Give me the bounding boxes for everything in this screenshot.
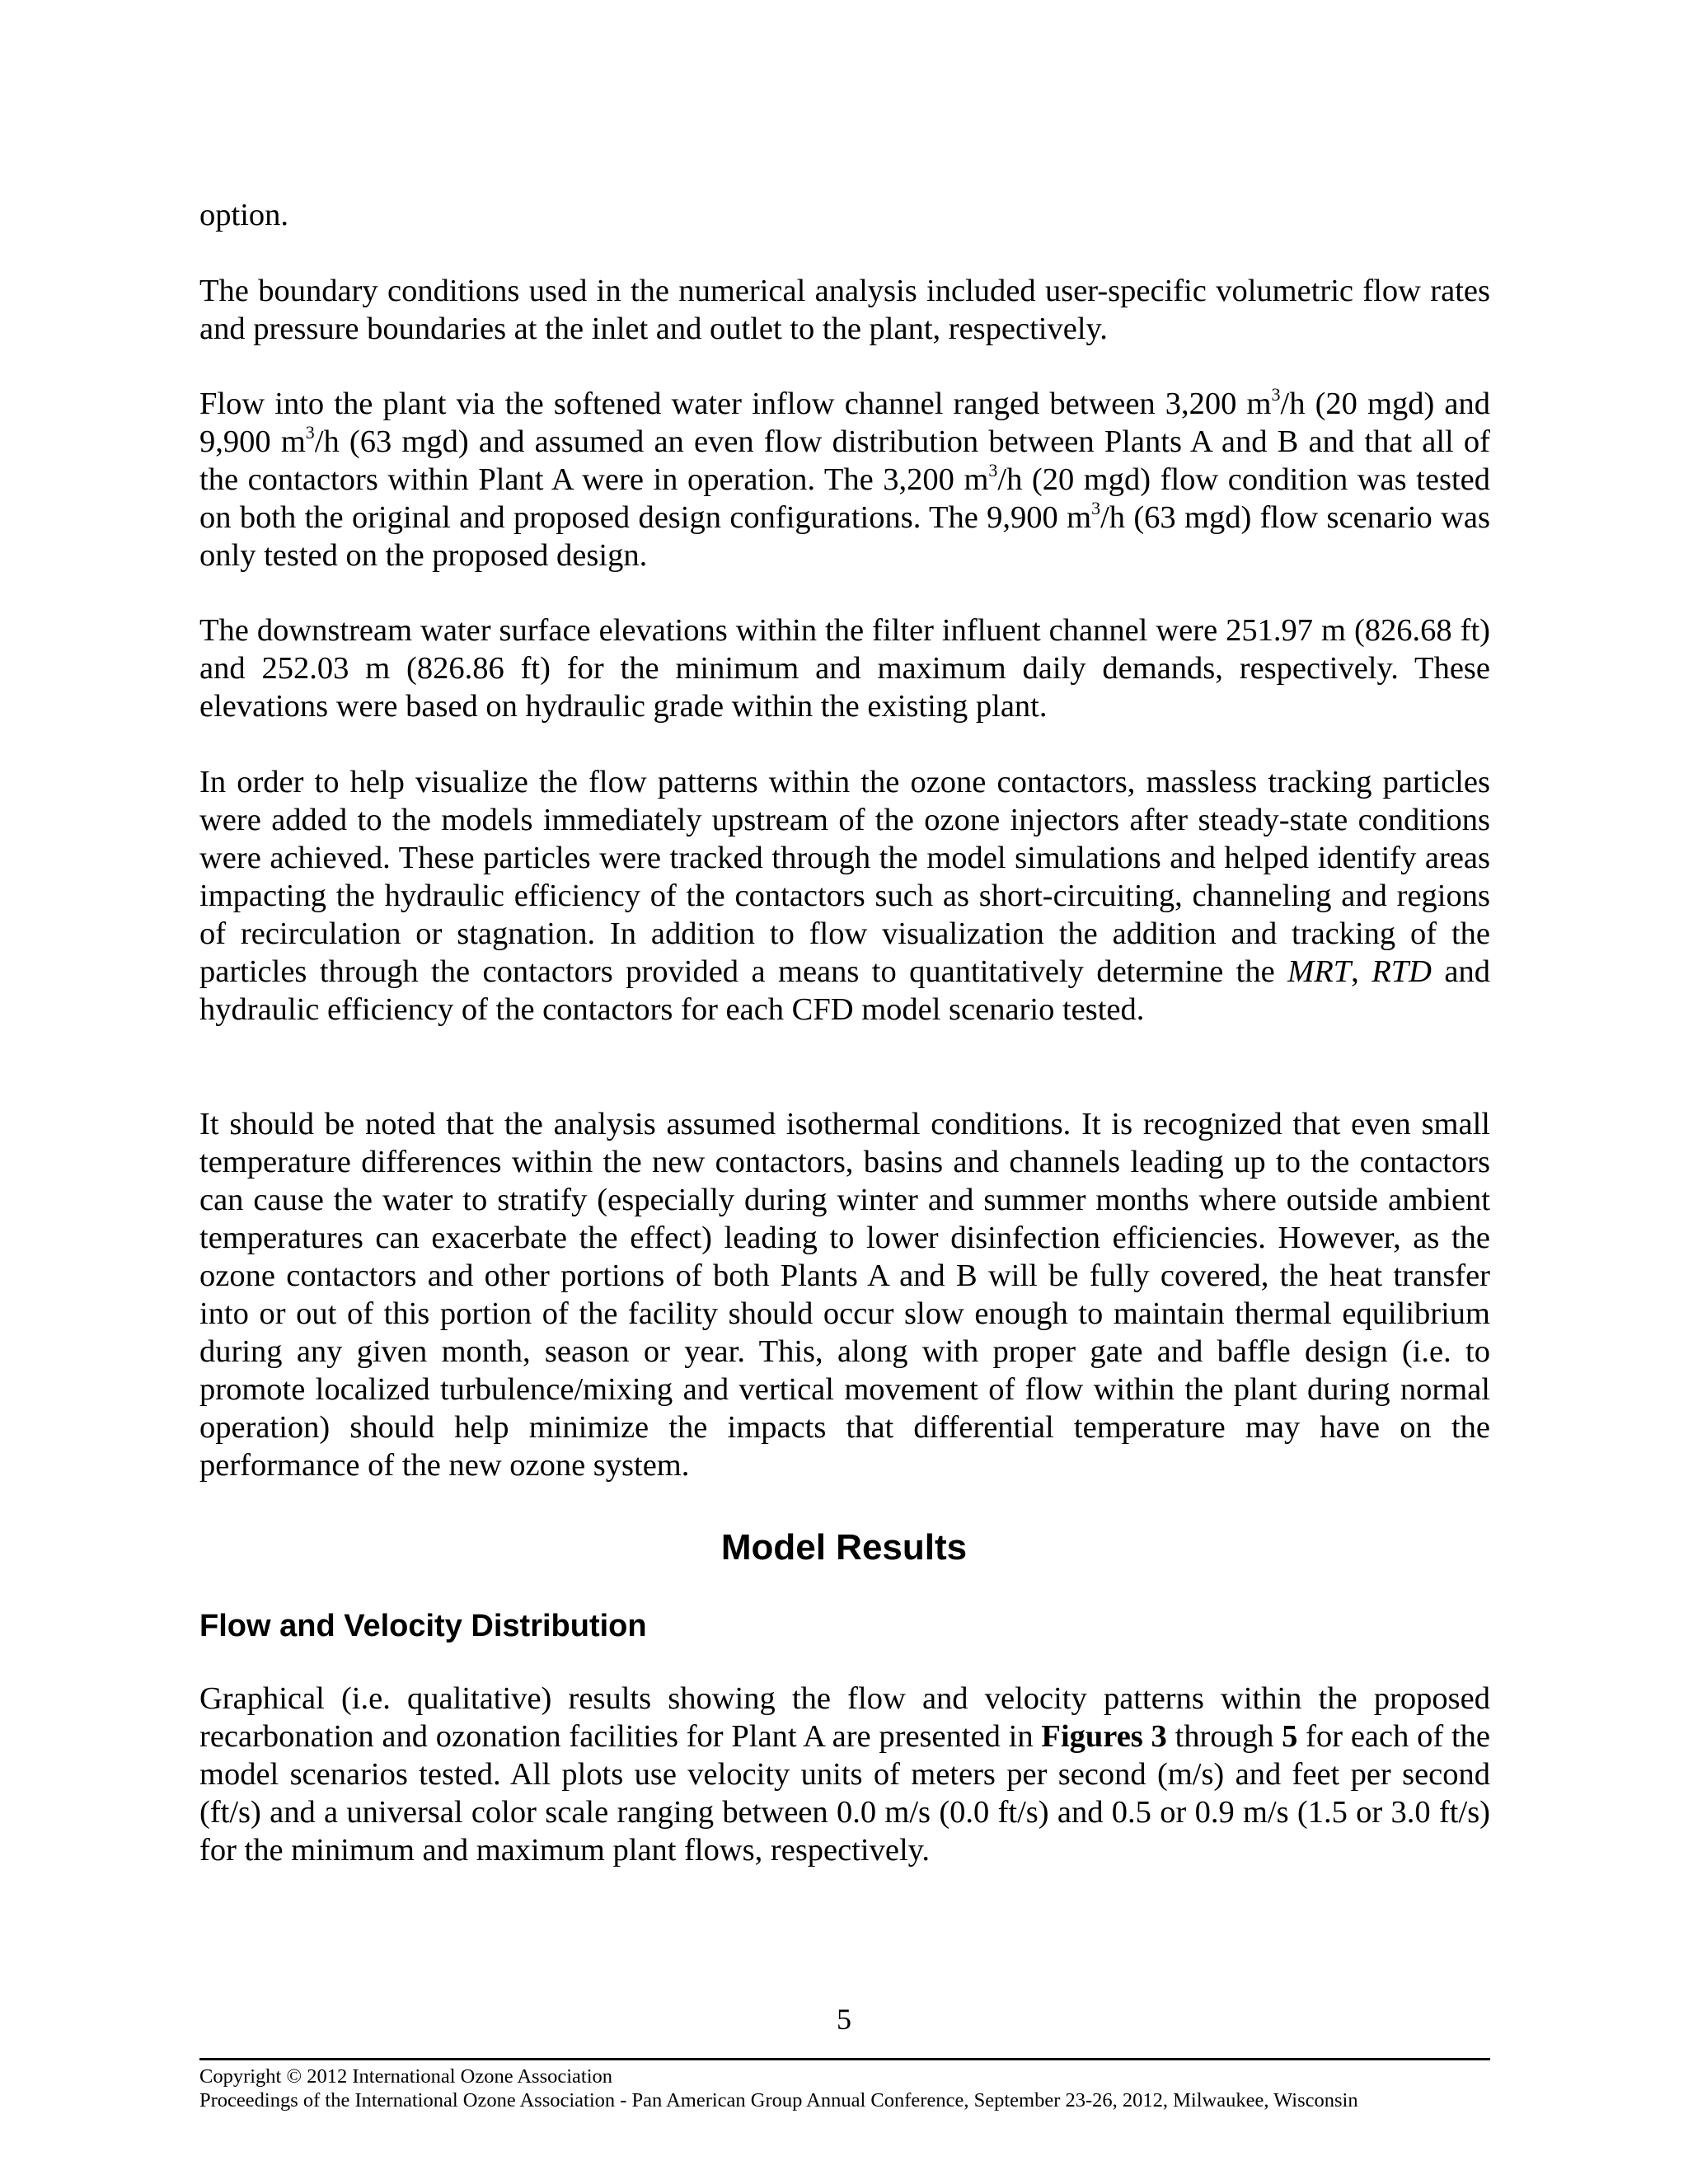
subsection-heading: Flow and Velocity Distribution [199,1609,647,1643]
text-run: , [1351,954,1372,989]
superscript: 3 [1091,498,1101,519]
paragraph-text: The boundary conditions used in the numerical analysis included user-specific volumetric flow rates and pressure boundaries at the inlet and outlet to the plant, respectively. [199,274,1490,346]
text-run: /h (63 mgd) flow scenario was only tested on the proposed design. [199,500,1490,573]
paragraph-tracking-particles [199,763,1490,1029]
figure-reference: 5 [1282,1719,1298,1754]
text-run: /h (63 mgd) and assumed an even flow distribution between Plants A and B and that all of the contactors within Plant A were in operation. The 3,200 m [199,424,1491,497]
footer-proceedings: Proceedings of the International Ozone Association - Pan American Group Annual Conference, September 23-26, 2012, Milwaukee, Wisconsin [199,2089,1358,2111]
paragraph-text: It should be noted that the analysis assumed isothermal conditions. It is recognized that even small temperature differences within the new contactors, basins and channels leading up to the contactors can cause the water to stratify (especially during winter and summer months where outside ambient temperatures can exacerbate the effect) leading to lower disinfection efficiencies. However, as the ozone contactors and other portions of both Plants A and B will be fully covered, the heat transfer into or out of this portion of the facility should occur slow enough to maintain thermal equilibrium during any given month, season or year. This, along with proper gate and baffle design (i.e. to promote localized turbulence/mixing and vertical movement of flow within the plant during normal operation) should help minimize the impacts that differential temperature may have on the performance of the new ozone system. [199,1107,1490,1483]
text-run: Flow into the plant via the softened water inflow channel ranged between 3,200 m [199,387,1272,421]
page-number: 5 [837,2003,851,2036]
italic-term-mrt: MRT [1287,954,1352,989]
paragraph-text: The downstream water surface elevations within the filter influent channel were 251.97 m (826.68 ft) and 252.03 m (826.86 ft) for the minimum and maximum daily demands, respectively. These elevations were based on hydraulic grade within the existing plant. [199,613,1490,724]
figure-reference: Figures 3 [1041,1719,1167,1754]
superscript: 3 [988,460,998,481]
section-heading: Model Results [720,1527,968,1568]
text-run: through [1166,1719,1282,1754]
text-run: /h (20 mgd) flow condition was tested on both the original and proposed design configurations. The 9,900 m [199,462,1490,535]
italic-term-rtd: RTD [1372,954,1432,989]
paragraph-text: option. [199,198,289,232]
text-run: In order to help visualize the flow patterns within the ozone contactors, massless tracking particles were added to the models immediately upstream of the ozone injectors after steady-state conditions were achieved. These particles were tracked through the model simulations and helped identify areas impacting the hydraulic efficiency of the contactors such as short-circuiting, channeling and regions of recirculation or stagnation. In addition to flow visualization the addition and tracking of the particles through the contactors provided a means to quantitatively determine the [199,765,1490,989]
text-run: for each of the model scenarios tested. All plots use velocity units of meters per second (m/s) and feet per second (ft/s) and a universal color scale ranging between 0.0 m/s (0.0 ft/s) and 0.5 or 0.9 m/s (1.5 or 3.0 ft/s) for the minimum and maximum plant flows, respectively. [199,1719,1490,1868]
paragraph-boundary-conditions [199,272,1490,348]
superscript: 3 [1271,384,1281,405]
footer-copyright: Copyright © 2012 International Ozone Association [199,2065,613,2088]
paragraph-water-surface-elevations [199,612,1490,725]
paragraph-flow-range [199,385,1490,574]
text-run: Graphical (i.e. qualitative) results showing the flow and velocity patterns within the proposed recarbonation and ozonation facilities for Plant A are presented in [199,1681,1490,1754]
paragraph-isothermal-conditions [199,1105,1490,1484]
superscript: 3 [305,422,315,443]
text-run: and hydraulic efficiency of the contactors for each CFD model scenario tested. [199,954,1491,1027]
paragraph-continuation [199,196,1490,234]
paragraph-graphical-results [199,1680,1490,1869]
text-run: /h (20 mgd) and 9,900 m [199,387,1490,459]
footer-divider [199,2058,1490,2060]
